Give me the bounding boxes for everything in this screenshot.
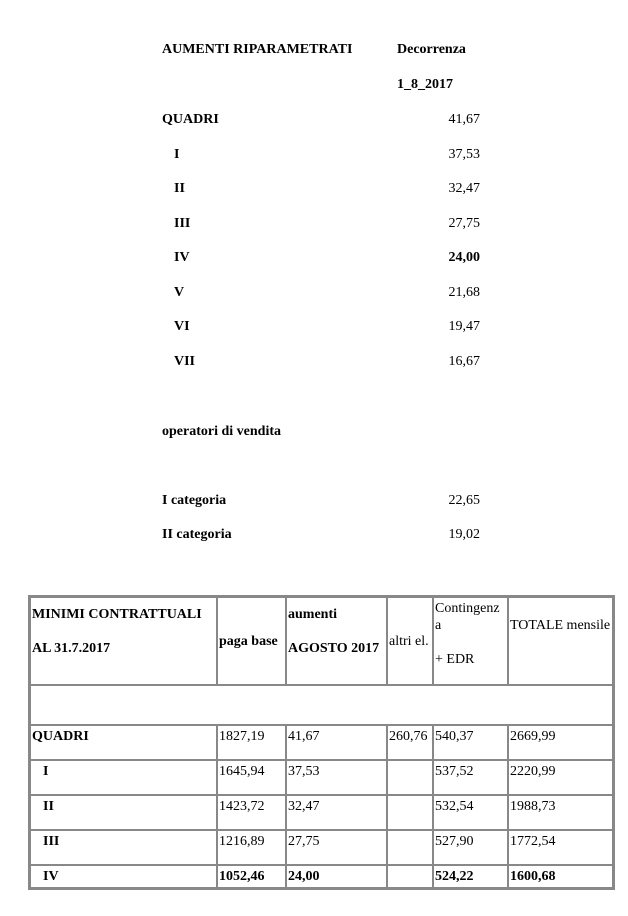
cell: 37,53	[286, 760, 387, 795]
row-label: QUADRI	[162, 112, 219, 127]
empty-row	[30, 685, 613, 725]
cell-label: QUADRI	[30, 725, 217, 760]
cell: 1600,68	[508, 865, 613, 888]
decorrenza-date: 1_8_2017	[397, 77, 453, 92]
row-label: V	[174, 285, 185, 300]
cell: 260,76	[387, 725, 433, 760]
header-paga-base: paga base	[217, 597, 286, 685]
operatori-heading	[162, 423, 492, 441]
row-value: 22,65	[448, 493, 480, 508]
cell-label: I	[30, 760, 217, 795]
row-label: I	[174, 147, 180, 162]
cell	[387, 830, 433, 865]
cell	[387, 760, 433, 795]
header-aumenti	[286, 597, 387, 685]
header-contingenza	[433, 597, 508, 685]
cell	[387, 795, 433, 830]
header-text: AGOSTO 2017	[288, 641, 380, 656]
row-label: II	[174, 181, 185, 196]
header-text: Contingenz a	[435, 601, 500, 633]
header-text: aumenti	[288, 607, 337, 622]
cell: 1052,46	[217, 865, 286, 888]
aumenti-row	[162, 353, 492, 371]
row-value: 37,53	[448, 147, 480, 162]
cell	[387, 865, 433, 888]
row-label: II categoria	[162, 527, 232, 542]
table-row	[30, 760, 613, 795]
aumenti-row	[162, 284, 492, 302]
operatori-row	[162, 492, 492, 510]
aumenti-row	[162, 146, 492, 164]
row-value: 41,67	[448, 112, 480, 127]
aumenti-row	[162, 180, 492, 198]
section-title: operatori di vendita	[162, 424, 281, 439]
cell: 1827,19	[217, 725, 286, 760]
aumenti-header	[162, 41, 492, 59]
decorrenza-label: Decorrenza	[397, 42, 466, 57]
aumenti-row	[162, 111, 492, 129]
minimi-table	[28, 595, 615, 890]
table-row	[30, 725, 613, 760]
cell: 24,00	[286, 865, 387, 888]
header-text: + EDR	[435, 652, 475, 667]
row-value: 19,47	[448, 319, 480, 334]
row-value: 27,75	[448, 216, 480, 231]
row-label: VII	[174, 354, 196, 369]
aumenti-row	[162, 215, 492, 233]
aumenti-row	[162, 249, 492, 267]
cell-label: III	[30, 830, 217, 865]
cell: 540,37	[433, 725, 508, 760]
cell: 537,52	[433, 760, 508, 795]
cell: 532,54	[433, 795, 508, 830]
row-label: IV	[174, 250, 190, 265]
aumenti-title: AUMENTI RIPARAMETRATI	[162, 42, 353, 57]
cell: 41,67	[286, 725, 387, 760]
cell: 2669,99	[508, 725, 613, 760]
row-value: 32,47	[448, 181, 480, 196]
date-line	[162, 76, 492, 94]
table-row	[30, 795, 613, 830]
header-minimi	[30, 597, 217, 685]
row-label: I categoria	[162, 493, 227, 508]
row-label: VI	[174, 319, 190, 334]
header-altri: altri el.	[387, 597, 433, 685]
cell-label: II	[30, 795, 217, 830]
header-totale: TOTALE mensile	[508, 597, 613, 685]
row-value: 19,02	[448, 527, 480, 542]
operatori-row	[162, 526, 492, 544]
empty-cell	[30, 685, 613, 725]
cell: 27,75	[286, 830, 387, 865]
row-value: 24,00	[448, 250, 480, 265]
cell: 32,47	[286, 795, 387, 830]
cell: 2220,99	[508, 760, 613, 795]
cell: 1216,89	[217, 830, 286, 865]
header-text: MINIMI CONTRATTUALI	[32, 607, 202, 622]
cell: 1423,72	[217, 795, 286, 830]
row-label: III	[174, 216, 191, 231]
cell: 1645,94	[217, 760, 286, 795]
table-row	[30, 865, 613, 888]
cell: 524,22	[433, 865, 508, 888]
cell: 527,90	[433, 830, 508, 865]
aumenti-row	[162, 318, 492, 336]
row-value: 16,67	[448, 354, 480, 369]
table-row	[30, 830, 613, 865]
row-value: 21,68	[448, 285, 480, 300]
cell: 1772,54	[508, 830, 613, 865]
cell-label: IV	[30, 865, 217, 888]
cell: 1988,73	[508, 795, 613, 830]
header-row	[30, 597, 613, 685]
header-text: AL 31.7.2017	[32, 641, 111, 656]
